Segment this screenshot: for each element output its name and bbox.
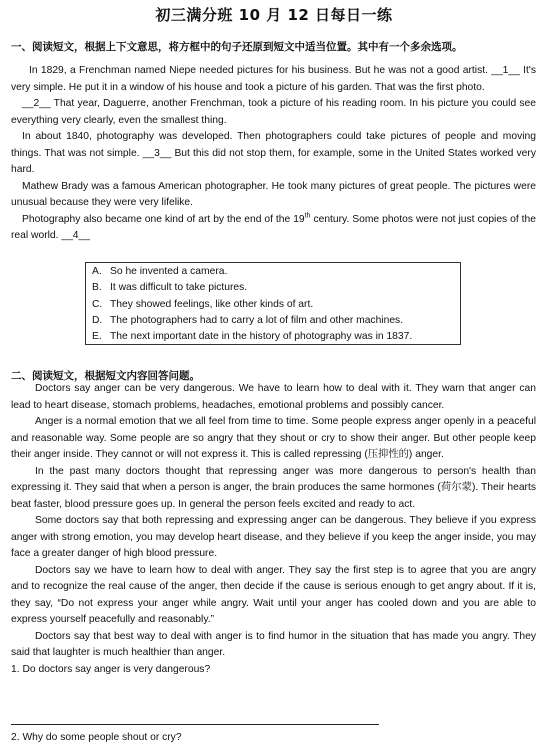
page-title: 初三满分班 10 月 12 日每日一练 bbox=[155, 6, 393, 24]
question-1: 1. Do doctors say anger is very dangerous? bbox=[11, 663, 211, 675]
section1-heading: 一、阅读短文，根据上下文意思，将方框中的句子还原到短文中适当位置。其中有一个多余选项。 bbox=[11, 41, 463, 53]
passage1-paragraph bbox=[11, 212, 536, 245]
passage2-paragraph: Some doctors say that both repressing and expressing anger can be dangerous. They believe if you express anger with strong emotion, you may develop heart disease, and they believe if you keep the anger inside, you may face a greater danger of high blood pressure. bbox=[11, 515, 536, 559]
option-a: A. So he invented a camera. bbox=[92, 266, 228, 277]
passage2-paragraph: Doctors say that best way to deal with anger is to find humor in the situation that has made you angry. They said that laughter is much healthier than anger. bbox=[11, 630, 536, 658]
paragraph-text: century. Some photos were not just copies of the real world. __4__ bbox=[11, 213, 536, 241]
passage1-paragraph: In about 1840, photography was developed. Then photographers could take pictures of people and moving things. That was not simple. __3__ But this did not stop them, for example, some in the United States worked very hard. bbox=[11, 131, 536, 175]
passage2-paragraph: Doctors say anger can be very dangerous. We have to learn how to deal with it. They warn that anger can lead to heart disease, stomach problems, headaches, emotional problems and possibly cancer. bbox=[11, 383, 536, 411]
question-2: 2. Why do some people shout or cry? bbox=[11, 732, 182, 743]
passage1-paragraph: Mathew Brady was a famous American photographer. He took many pictures of great people. The pictures were unusual because they were very lifelike. bbox=[11, 180, 536, 208]
option-d: D. The photographers had to carry a lot of film and other machines. bbox=[92, 314, 404, 326]
passage2-paragraph: Anger is a normal emotion that we all feel from time to time. Some people express anger openly in a peaceful and reasonable way. Some people are so angry that they shout or cry to show their anger. But other people keep their anger inside. They cannot or will not express it. This is called repressing (压抑性的) anger. bbox=[11, 416, 536, 460]
option-e: E. The next important date in the history of photography was in 1837. bbox=[92, 331, 413, 343]
section2-heading: 二、阅读短文，根据短文内容回答问题。 bbox=[11, 370, 200, 382]
passage1-paragraph: __2__ That year, Daguerre, another Frenchman, took a picture of his reading room. In his picture you could see everything very clearly, even the smallest thing. bbox=[11, 98, 536, 126]
section2-passage bbox=[11, 381, 536, 678]
section1-passage bbox=[11, 63, 536, 245]
option-b: B. It was difficult to take pictures. bbox=[92, 282, 248, 294]
passage1-paragraph: In 1829, a Frenchman named Niepe needed pictures for his business. But he was not a good artist. __1__ It's very simple. He put it in a window of his house and took a picture of his garden. That was the first photo. bbox=[11, 65, 536, 93]
paragraph-text: Photography also became one kind of art by the end of the 19 bbox=[22, 213, 305, 225]
passage2-paragraph: Doctors say we have to learn how to deal with anger. They say the first step is to agree that you are angry and to recognize the real cause of the anger, then decide if the cause is serious enough to get angry about. If it is, they say, “Do not express your anger while angry. Wait until your anger has cooled down and you are able to express yourself peacefully and reasonably.” bbox=[11, 564, 536, 625]
answer-line-1[interactable] bbox=[11, 724, 379, 725]
superscript-th: th bbox=[304, 212, 311, 220]
passage2-paragraph: In the past many doctors thought that repressing anger was more dangerous to person's health than expressing it. They said that when a person is anger, the brain produces the same hormones (荷尔蒙). Their hearts beat faster, blood pressure goes up. In general the person feels excited and ready to act. bbox=[11, 465, 536, 510]
options-box bbox=[85, 262, 461, 345]
option-c: C. They showed feelings, like other kinds of art. bbox=[92, 298, 314, 310]
